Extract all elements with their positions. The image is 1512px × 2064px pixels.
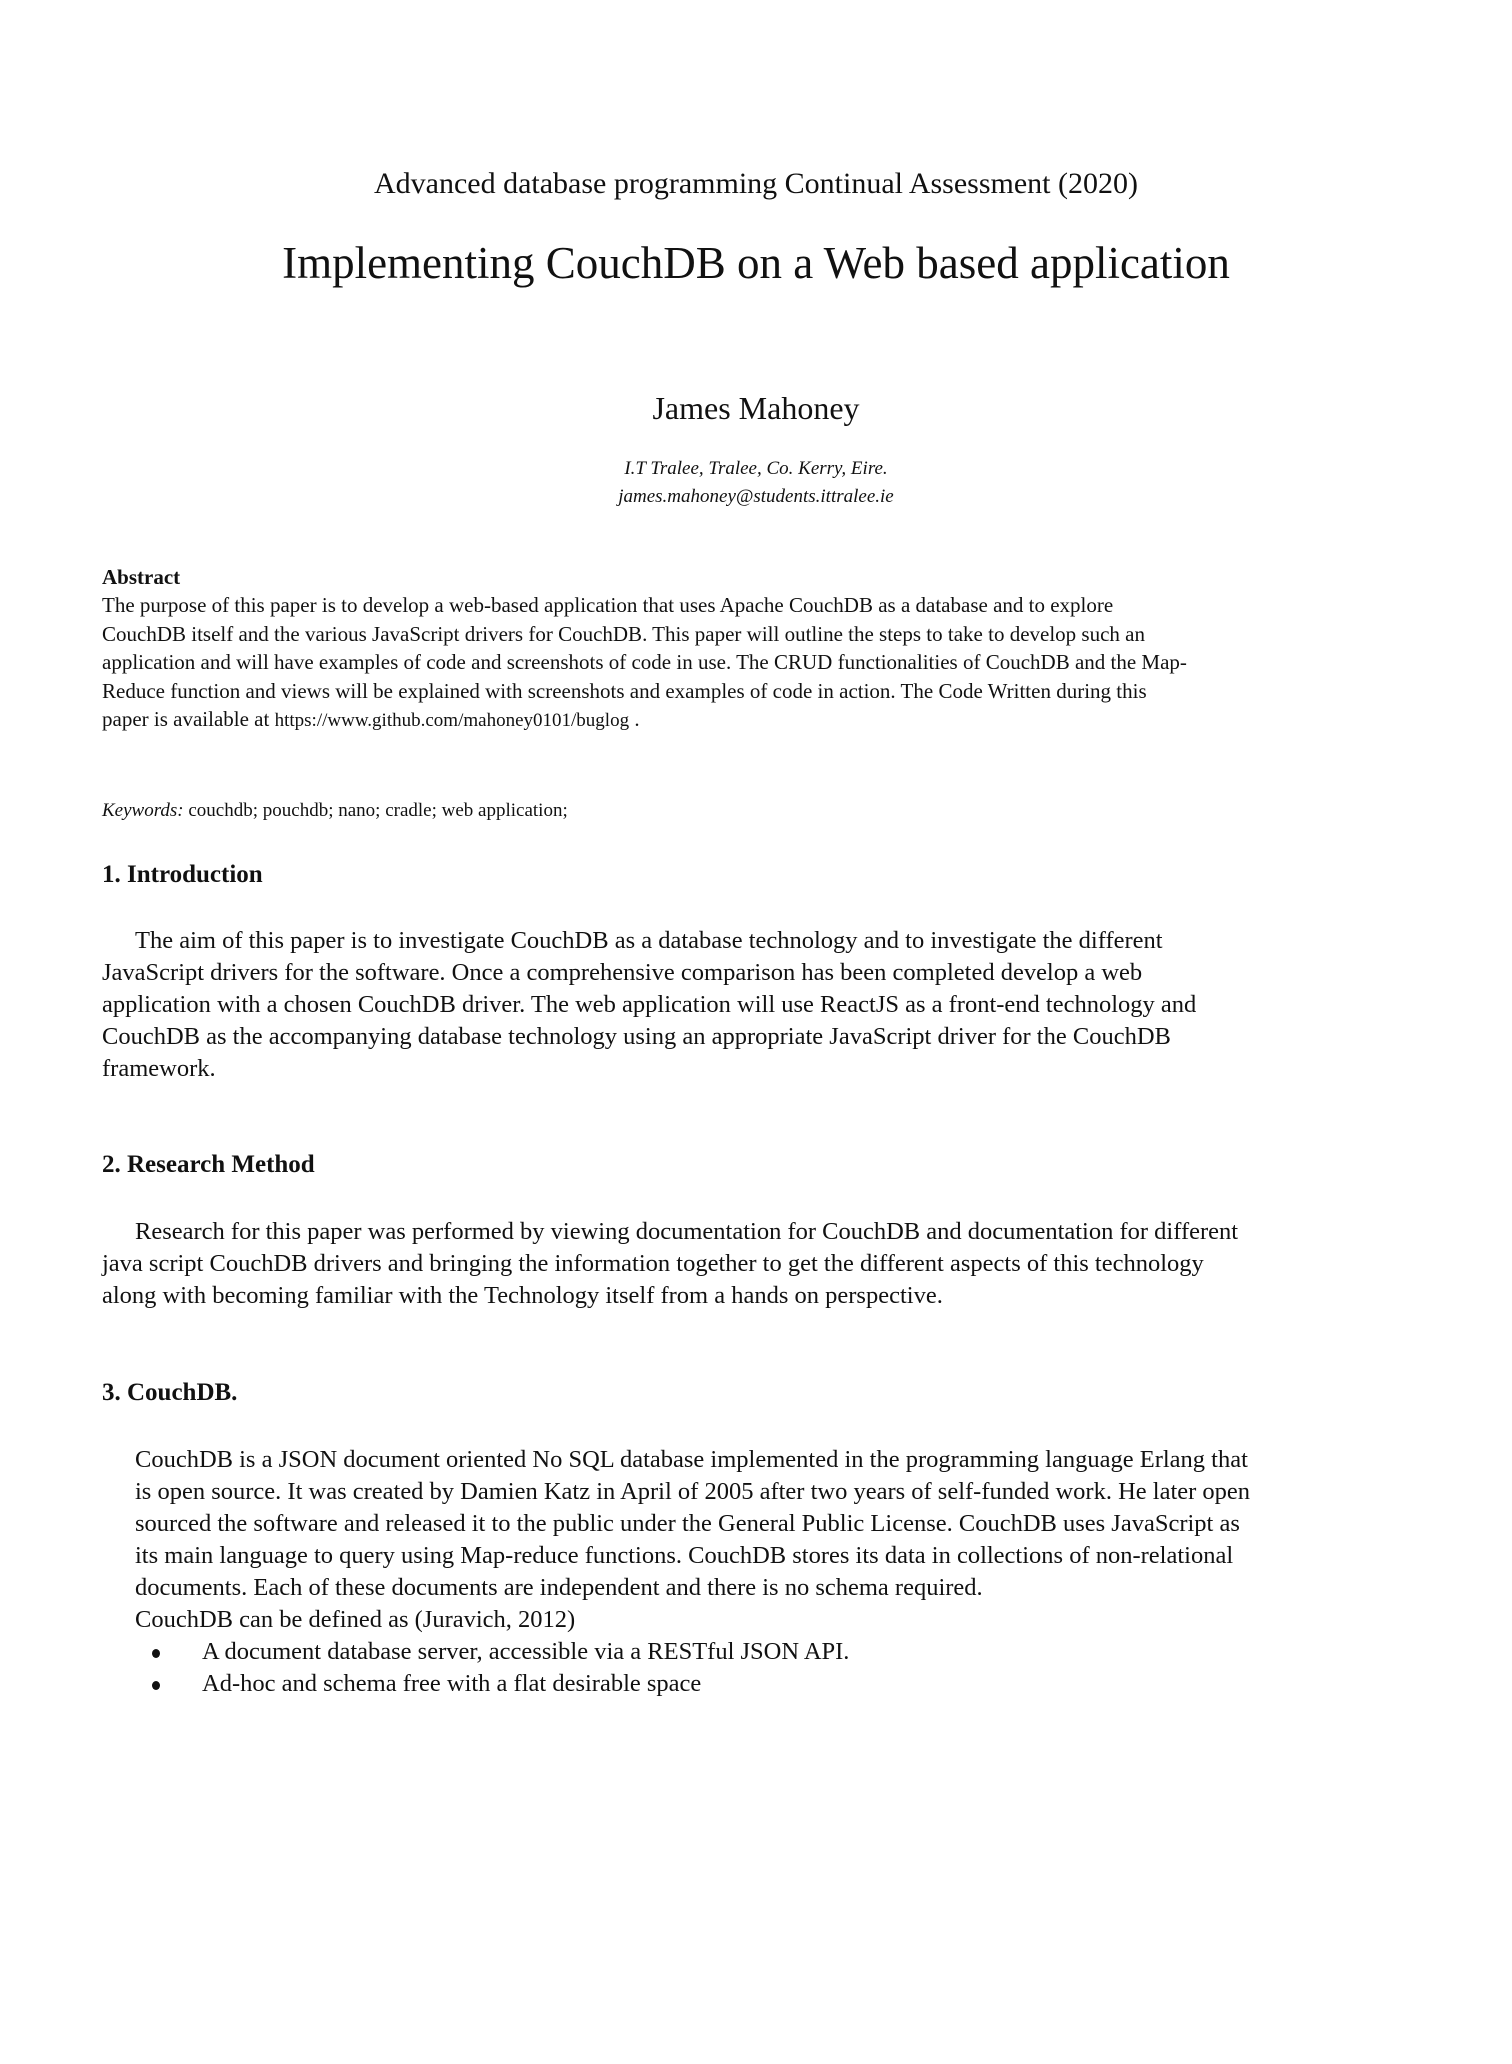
paragraph-line: its main language to query using Map-reduce functions. CouchDB stores its data in collections of non-relational [135, 1542, 1234, 1569]
bullet-icon [152, 1649, 160, 1658]
paragraph-line: framework. [102, 1055, 216, 1082]
list-item [135, 1668, 1415, 1700]
bullet-icon [152, 1681, 160, 1690]
author-email: james.mahoney@students.ittralee.ie [618, 486, 894, 507]
paragraph-line: java script CouchDB drivers and bringing the information together to get the different aspects of this technology [102, 1250, 1204, 1277]
list-item [135, 1636, 1415, 1668]
list-item-text: Ad-hoc and schema free with a flat desirable space [202, 1670, 702, 1697]
abstract-line: application and will have examples of code and screenshots of code in use. The CRUD functionalities of CouchDB and the Map- [102, 650, 1187, 674]
abstract-line: CouchDB itself and the various JavaScript drivers for CouchDB. This paper will outline the steps to take to develop such an [102, 621, 1145, 646]
paragraph-line: JavaScript drivers for the software. Once a comprehensive comparison has been completed develop a web [102, 959, 1143, 986]
couchdb-definition-list [135, 1636, 1415, 1700]
abstract-line: Reduce function and views will be explained with screenshots and examples of code in action. The Code Written during this [102, 678, 1147, 703]
paragraph-line: The aim of this paper is to investigate CouchDB as a database technology and to investigate the different [135, 927, 1163, 954]
section-body-research-method [102, 1216, 1402, 1312]
section-body-couchdb [135, 1444, 1415, 1700]
abstract-line: The purpose of this paper is to develop a web-based application that uses Apache CouchDB as a database and to explore [102, 593, 1114, 617]
paragraph-line: Research for this paper was performed by viewing documentation for CouchDB and documentation for different [135, 1218, 1239, 1245]
paragraph-line: documents. Each of these documents are independent and there is no schema required. [135, 1574, 983, 1601]
abstract-url-suffix: . [629, 707, 640, 731]
list-item-text: A document database server, accessible via a RESTful JSON API. [202, 1638, 850, 1665]
section-body-introduction [102, 925, 1402, 1085]
abstract-heading: Abstract [102, 565, 181, 589]
paragraph-line: CouchDB is a JSON document oriented No SQL database implemented in the programming language Erlang that [135, 1446, 1248, 1473]
paper-title: Implementing CouchDB on a Web based application [282, 238, 1230, 288]
paragraph-line: application with a chosen CouchDB driver. The web application will use ReactJS as a front-end technology and [102, 991, 1197, 1018]
section-heading-research-method: 2. Research Method [102, 1151, 315, 1178]
abstract-line [102, 705, 1422, 736]
paragraph-line: sourced the software and released it to the public under the General Public License. CouchDB uses JavaScript as [135, 1510, 1240, 1537]
author-affiliation: I.T Tralee, Tralee, Co. Kerry, Eire. [624, 458, 888, 479]
keywords-label: Keywords: [102, 800, 184, 821]
abstract-url-prefix: paper is available at [102, 707, 275, 731]
course-heading: Advanced database programming Continual Assessment (2020) [373, 167, 1138, 200]
keywords-value: couchdb; pouchdb; nano; cradle; web application; [183, 800, 568, 821]
paragraph-line: is open source. It was created by Damien Katz in April of 2005 after two years of self-funded work. He later open [135, 1478, 1251, 1505]
paragraph-line: CouchDB can be defined as (Juravich, 2012) [135, 1606, 576, 1633]
author-name: James Mahoney [652, 390, 860, 426]
section-heading-introduction: 1. Introduction [102, 861, 263, 888]
abstract [102, 563, 1422, 736]
repository-link[interactable]: https://www.github.com/mahoney0101/buglog [274, 710, 630, 731]
paragraph-line: along with becoming familiar with the Technology itself from a hands on perspective. [102, 1282, 943, 1309]
paragraph-line: CouchDB as the accompanying database technology using an appropriate JavaScript driver for the CouchDB [102, 1023, 1171, 1050]
author-affiliation-block [0, 455, 1512, 511]
keywords [102, 798, 568, 824]
section-heading-couchdb: 3. CouchDB. [102, 1379, 238, 1406]
